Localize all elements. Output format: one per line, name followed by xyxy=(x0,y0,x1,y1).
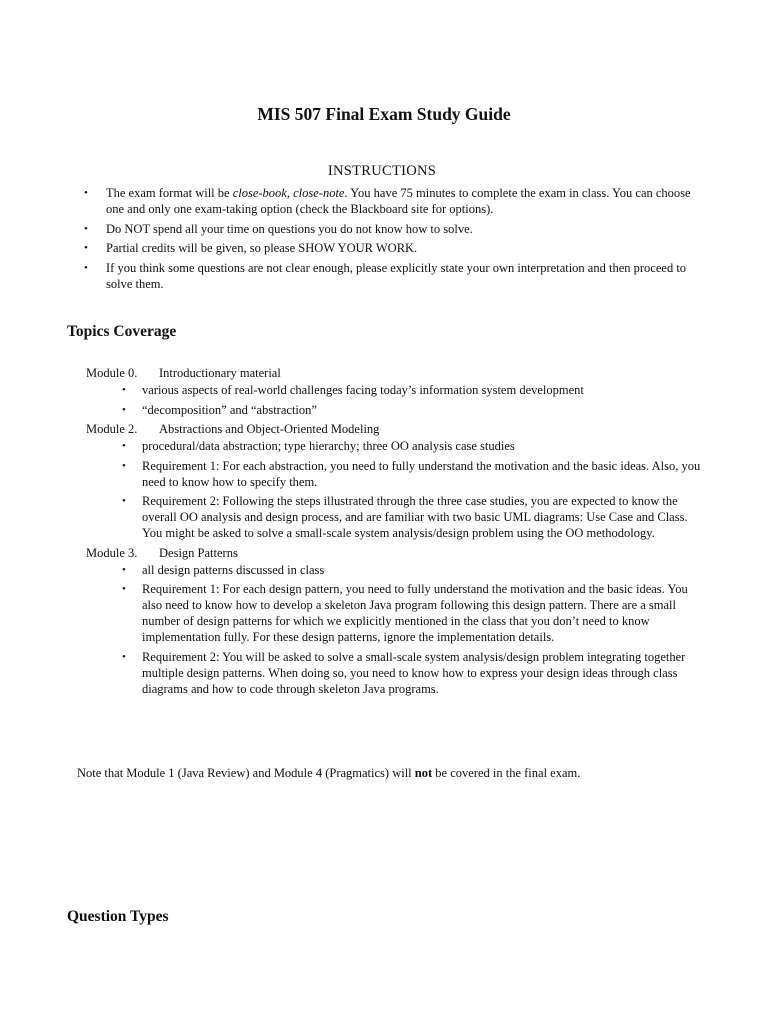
list-item: • Requirement 1: For each abstraction, you need to fully understand the motivation and the basic ideas. Also, you need to know how to specify them. xyxy=(122,458,706,490)
module-number: Module 0. xyxy=(86,366,138,380)
instruction-text: . You have 75 minutes to complete the exam in class. You can choose one and only one exam-taking option (check the Blackboard site for options). xyxy=(106,186,691,216)
module-number: Module 2. xyxy=(86,422,138,436)
module-2-list xyxy=(86,438,706,541)
list-item: • Requirement 2: Following the steps illustrated through the three case studies, you are expected to know the overall OO analysis and design process, and are familiar with two basic UML diagrams: Use Case and Class. You might be asked to solve a small-scale system analysis/design problem using the OO methodology. xyxy=(122,493,706,541)
instructions-heading: INSTRUCTIONS xyxy=(327,163,437,179)
modules-section xyxy=(86,365,706,700)
note-emphasis: not xyxy=(414,766,433,780)
topics-coverage-heading: Topics Coverage xyxy=(67,323,177,340)
instruction-emphasis: close-book, close-note xyxy=(232,186,345,200)
module-name: Introductionary material xyxy=(159,366,281,380)
module-number: Module 3. xyxy=(86,545,138,560)
document-title: MIS 507 Final Exam Study Guide xyxy=(257,104,511,124)
module-0-list xyxy=(86,382,706,418)
list-item: • various aspects of real-world challenges facing today’s information system development xyxy=(122,382,706,398)
instruction-item-interpretation: • If you think some questions are not clear enough, please explicitly state your own interpretation and then proceed to solve them. xyxy=(84,260,694,292)
note-text: Note that Module 1 (Java Review) and Module 4 (Pragmatics) will xyxy=(77,766,415,780)
instruction-item-partial-credit: • Partial credits will be given, so please SHOW YOUR WORK. xyxy=(84,240,694,256)
module-2-header xyxy=(86,421,706,437)
list-item: • all design patterns discussed in class xyxy=(122,562,706,578)
module-name: Design Patterns xyxy=(159,545,238,560)
list-item: • procedural/data abstraction; type hierarchy; three OO analysis case studies xyxy=(122,438,706,454)
module-name: Abstractions and Object-Oriented Modeling xyxy=(159,422,380,436)
list-item: • “decomposition” and “abstraction” xyxy=(122,402,706,418)
module-3-list xyxy=(86,562,706,697)
coverage-note xyxy=(77,765,717,781)
module-3-header xyxy=(86,545,706,561)
module-0-header xyxy=(86,365,706,381)
list-item: • Requirement 2: You will be asked to solve a small-scale system analysis/design problem integrating together multiple design patterns. When doing so, you need to know how to express your design ideas through class diagrams and how to code through skeleton Java programs. xyxy=(122,649,706,697)
list-item: • Requirement 1: For each design pattern, you need to fully understand the motivation and the basic ideas. You also need to know how to develop a skeleton Java program following this design pattern. There are a small number of design patterns for which we explicitly mentioned in the class that you don’t need to know implementation fully. For these design patterns, ignore the implementation details. xyxy=(122,581,706,645)
question-types-heading: Question Types xyxy=(67,908,169,925)
instructions-list xyxy=(84,185,694,295)
note-text: be covered in the final exam. xyxy=(432,766,581,780)
instruction-item-exam-format xyxy=(84,185,694,217)
instruction-item-time: • Do NOT spend all your time on questions you do not know how to solve. xyxy=(84,221,694,237)
instruction-text: The exam format will be xyxy=(106,186,233,200)
